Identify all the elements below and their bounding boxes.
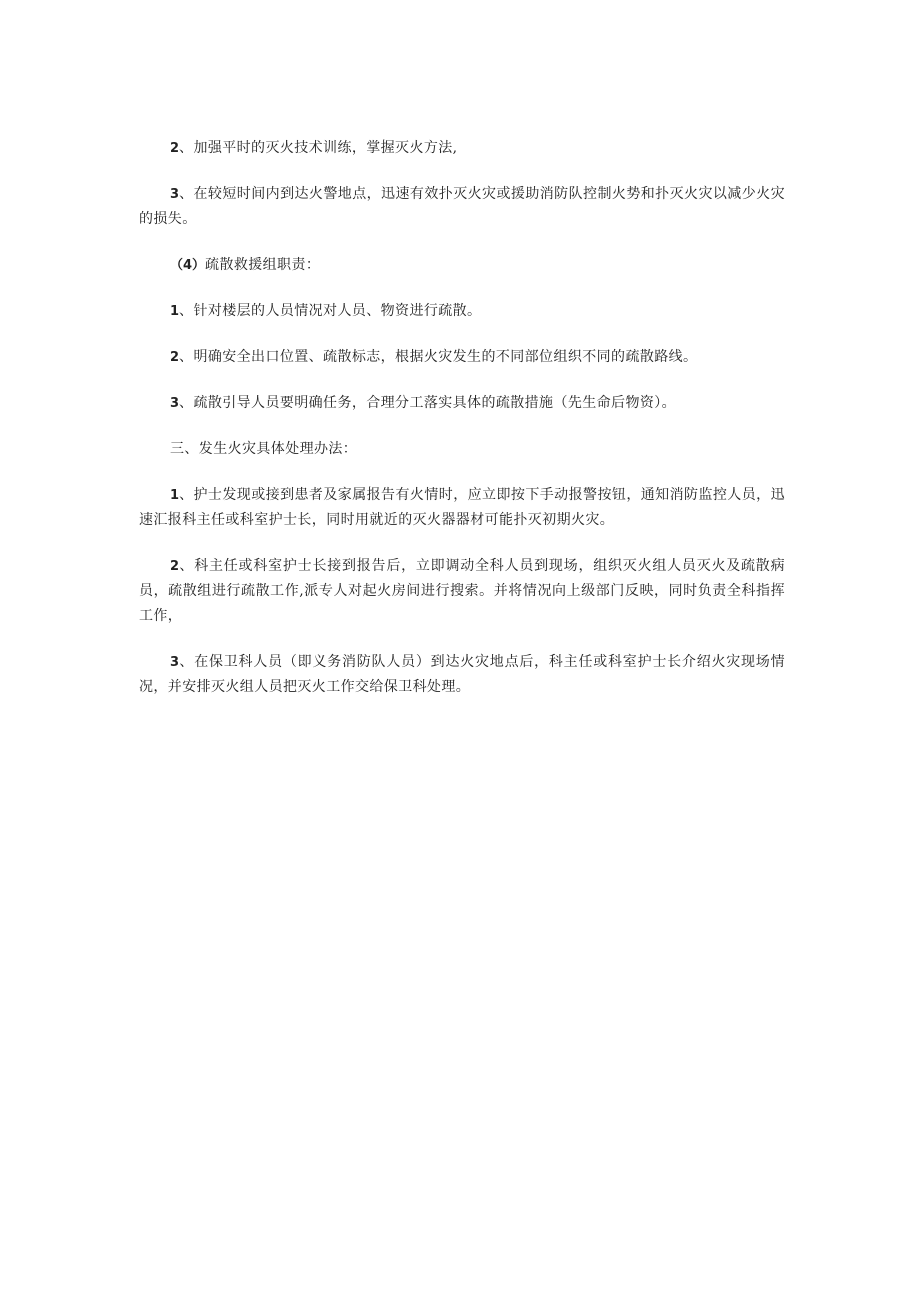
list-number: 1	[170, 488, 180, 503]
document-body	[139, 136, 785, 721]
paragraph-text: 、明确安全出口位置、疏散标志，根据火灾发生的不同部位组织不同的疏散路线。	[179, 349, 698, 365]
list-number: 1	[170, 304, 180, 319]
paragraph	[139, 650, 785, 700]
paragraph-text: 、在保卫科人员（即义务消防队人员）到达火灾地点后，科主任或科室护士长介绍火灾现场情况，并安排灭火组人员把灭火工作交给保卫科处理。	[139, 654, 785, 695]
paragraph-text: 疏散救援组职责：	[205, 257, 321, 273]
paragraph-text: 、在较短时间内到达火警地点，迅速有效扑灭火灾或援助消防队控制火势和扑灭火灾以减少火灾的损失。	[139, 186, 785, 227]
paragraph	[139, 483, 785, 533]
list-number: 3	[170, 187, 180, 202]
list-number: （4）	[170, 258, 206, 273]
paragraph-text: 、护士发现或接到患者及家属报告有火情时，应立即按下手动报警按钮，通知消防监控人员，迅速汇报科主任或科室护士长，同时用就近的灭火器器材可能扑灭初期火灾。	[139, 487, 785, 528]
paragraph-text: 、科主任或科室护士长接到报告后，立即调动全科人员到现场，组织灭火组人员灭火及疏散病员，疏散组进行疏散工作,派专人对起火房间进行搜索。并将情况向上级部门反映，同时负责全科指挥工作，	[139, 558, 785, 624]
list-number: 2	[170, 350, 180, 365]
list-number: 2	[170, 141, 180, 156]
paragraph	[139, 554, 785, 629]
section-heading	[139, 253, 785, 278]
paragraph	[139, 345, 785, 370]
paragraph	[139, 391, 785, 416]
paragraph	[139, 136, 785, 161]
section-heading	[139, 437, 785, 462]
paragraph-text: 、针对楼层的人员情况对人员、物资进行疏散。	[179, 303, 482, 319]
paragraph-text: 、加强平时的灭火技术训练，掌握灭火方法,	[179, 140, 458, 156]
paragraph	[139, 299, 785, 324]
paragraph-text: 、疏散引导人员要明确任务，合理分工落实具体的疏散措施（先生命后物资）。	[179, 395, 677, 411]
list-number: 2	[170, 559, 180, 574]
paragraph-text: 三、发生火灾具体处理办法：	[170, 441, 358, 457]
list-number: 3	[170, 655, 180, 670]
list-number: 3	[170, 396, 180, 411]
paragraph	[139, 182, 785, 232]
